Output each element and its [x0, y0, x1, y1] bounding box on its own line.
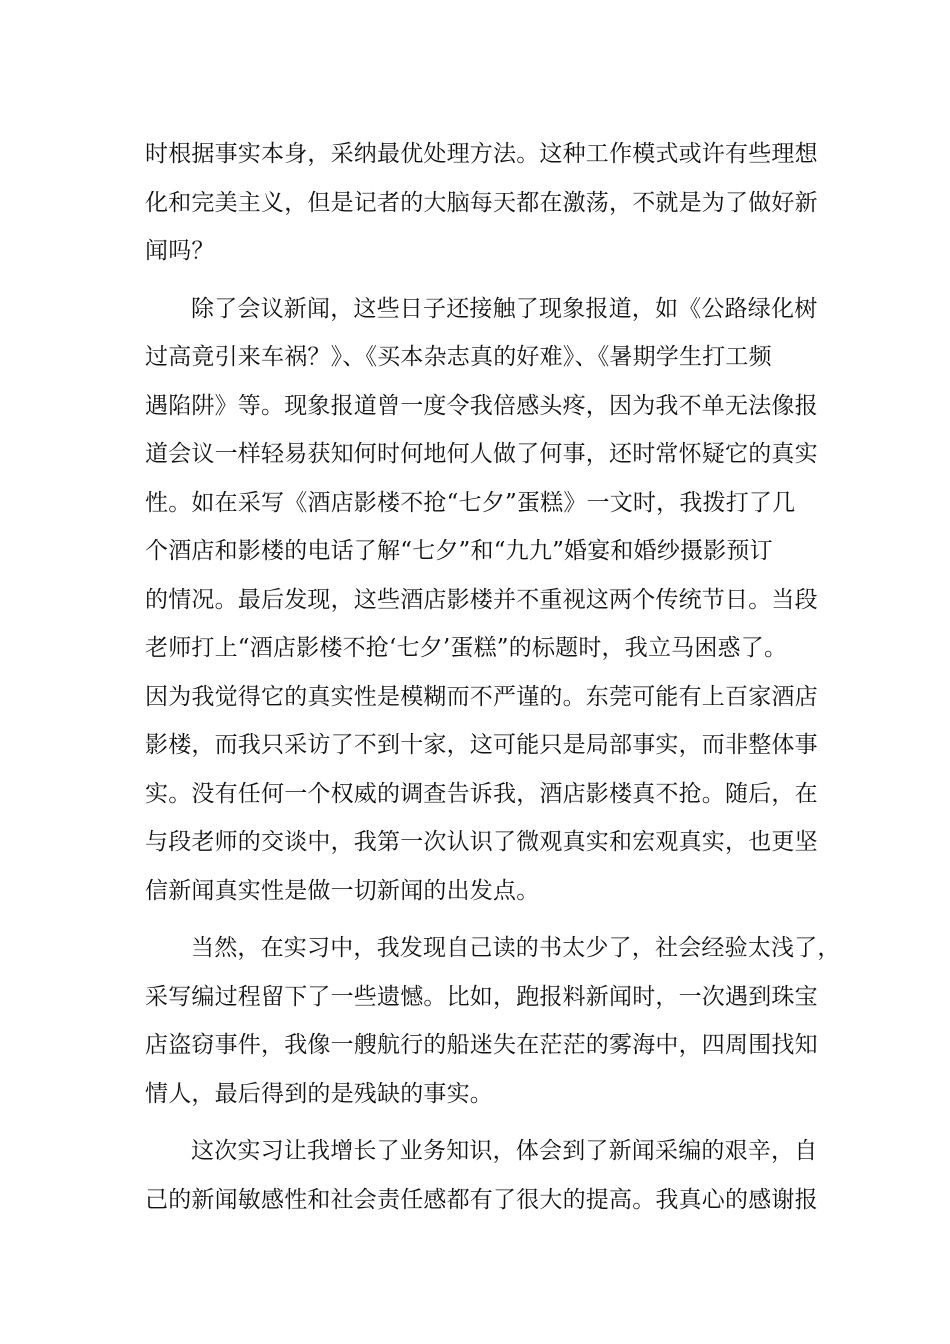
paragraph-gap — [145, 1118, 825, 1127]
text-line: 信新闻真实性是做一切新闻的出发点。 — [145, 877, 540, 904]
text-line: 时根据事实本身，采纳最优处理方法。这种工作模式或许有些理想 — [145, 141, 818, 167]
text-line: 采写编过程留下了一些遗憾。比如，跑报料新闻时，一次遇到珠宝 — [145, 983, 818, 1010]
text-line: 这次实习让我增长了业务知识，体会到了新闻采编的艰辛，自 — [191, 1138, 818, 1164]
text-line: 店盗窃事件，我像一艘航行的船迷失在茫茫的雾海中，四周围找知 — [145, 1032, 818, 1058]
text-line: 影楼，而我只采访了不到十家，这可能只是局部事实，而非整体事 — [145, 732, 818, 758]
text-line: 闻吗？ — [145, 238, 215, 264]
paragraph-gap — [145, 276, 825, 285]
text-line: 因为我觉得它的真实性是模糊而不严谨的。东莞可能有上百家酒店 — [145, 683, 818, 710]
paragraph — [145, 924, 841, 1118]
text-line: 与段老师的交谈中，我第一次认识了微观真实和宏观真实，也更坚 — [145, 829, 818, 855]
text-line: 的情况。最后发现，这些酒店影楼并不重视这两个传统节日。当段 — [145, 586, 818, 613]
text-line: 己的新闻敏感性和社会责任感都有了很大的提高。我真心的感谢报 — [145, 1186, 818, 1213]
text-line: 个酒店和影楼的电话了解“七夕”和“九九”婚宴和婚纱摄影预订 — [145, 538, 773, 564]
text-line: 当然，在实习中，我发现自己读的书太少了，社会经验太浅了， — [191, 935, 841, 961]
paragraph-gap — [145, 915, 825, 924]
text-line: 性。如在采写《酒店影楼不抢“七夕”蛋糕》一文时，我拨打了几 — [145, 489, 796, 516]
text-line: 老师打上“酒店影楼不抢‘七夕’蛋糕”的标题时，我立马困惑了。 — [145, 635, 788, 661]
document-body — [145, 130, 841, 1224]
paragraph — [145, 1127, 825, 1224]
paragraph — [145, 130, 825, 276]
text-line: 遇陷阱》等。现象报道曾一度令我倍感头疼，因为我不单无法像报 — [145, 392, 818, 419]
text-line: 情人，最后得到的是残缺的事实。 — [145, 1080, 493, 1107]
text-line: 道会议一样轻易获知何时何地何人做了何事，还时常怀疑它的真实 — [145, 441, 818, 467]
text-line: 除了会议新闻，这些日子还接触了现象报道，如《公路绿化树 — [191, 295, 818, 322]
text-line: 化和完美主义，但是记者的大脑每天都在激荡，不就是为了做好新 — [145, 189, 818, 216]
text-line: 实。没有任何一个权威的调查告诉我，酒店影楼真不抢。随后，在 — [145, 780, 818, 807]
text-line: 过高竟引来车祸？》、《买本杂志真的好难》、《暑期学生打工频 — [145, 344, 772, 370]
paragraph — [145, 285, 825, 916]
